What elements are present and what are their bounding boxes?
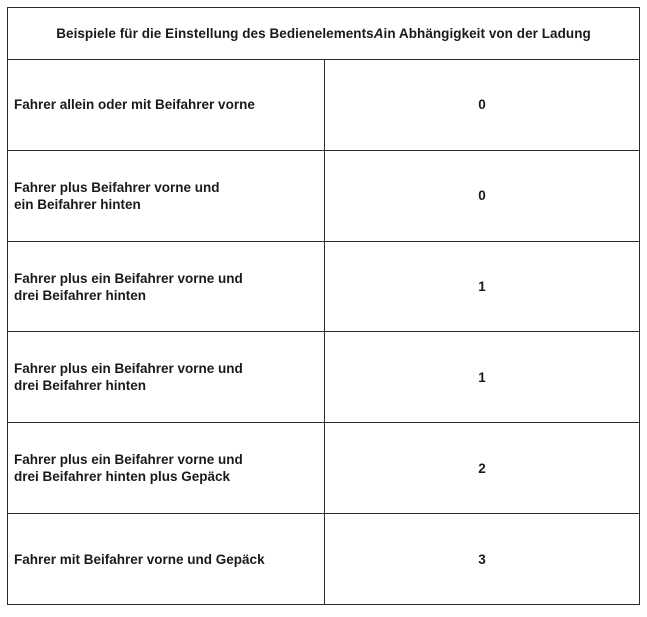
table-title-text-end: in Abhängigkeit von der Ladung (383, 26, 591, 41)
setting-cell (325, 423, 639, 513)
occupancy-cell (8, 514, 325, 604)
occupancy-label: Fahrer plus ein Beifahrer vorne und drei Beifahrer hinten plus Gepäck (14, 452, 243, 485)
table-row (8, 60, 639, 151)
occupancy-cell (8, 60, 325, 150)
table-row (8, 423, 639, 514)
setting-value: 0 (478, 188, 486, 204)
load-setting-table (7, 7, 640, 605)
table-row (8, 242, 639, 333)
setting-cell (325, 60, 639, 150)
occupancy-label: Fahrer allein oder mit Beifahrer vorne (14, 97, 255, 113)
occupancy-cell (8, 423, 325, 513)
occupancy-label: Fahrer plus ein Beifahrer vorne und drei Beifahrer hinten (14, 270, 243, 303)
setting-value: 2 (478, 460, 486, 476)
setting-value: 3 (478, 551, 486, 567)
table-title-text-start: Beispiele für die Einstellung des Bedienelements (56, 26, 374, 41)
setting-value: 1 (478, 279, 486, 295)
occupancy-label: Fahrer plus Beifahrer vorne und ein Beifahrer hinten (14, 179, 220, 212)
table-row (8, 332, 639, 423)
setting-cell (325, 514, 639, 604)
setting-cell (325, 332, 639, 422)
occupancy-cell (8, 242, 325, 332)
setting-cell (325, 242, 639, 332)
table-title (8, 8, 639, 60)
occupancy-label: Fahrer mit Beifahrer vorne und Gepäck (14, 551, 265, 567)
table-row (8, 514, 639, 604)
setting-value: 0 (478, 97, 486, 113)
setting-value: 1 (478, 369, 486, 385)
occupancy-cell (8, 151, 325, 241)
setting-cell (325, 151, 639, 241)
table-row (8, 151, 639, 242)
occupancy-label: Fahrer plus ein Beifahrer vorne und drei Beifahrer hinten (14, 361, 243, 394)
table-title-control-letter: A (373, 26, 384, 41)
occupancy-cell (8, 332, 325, 422)
